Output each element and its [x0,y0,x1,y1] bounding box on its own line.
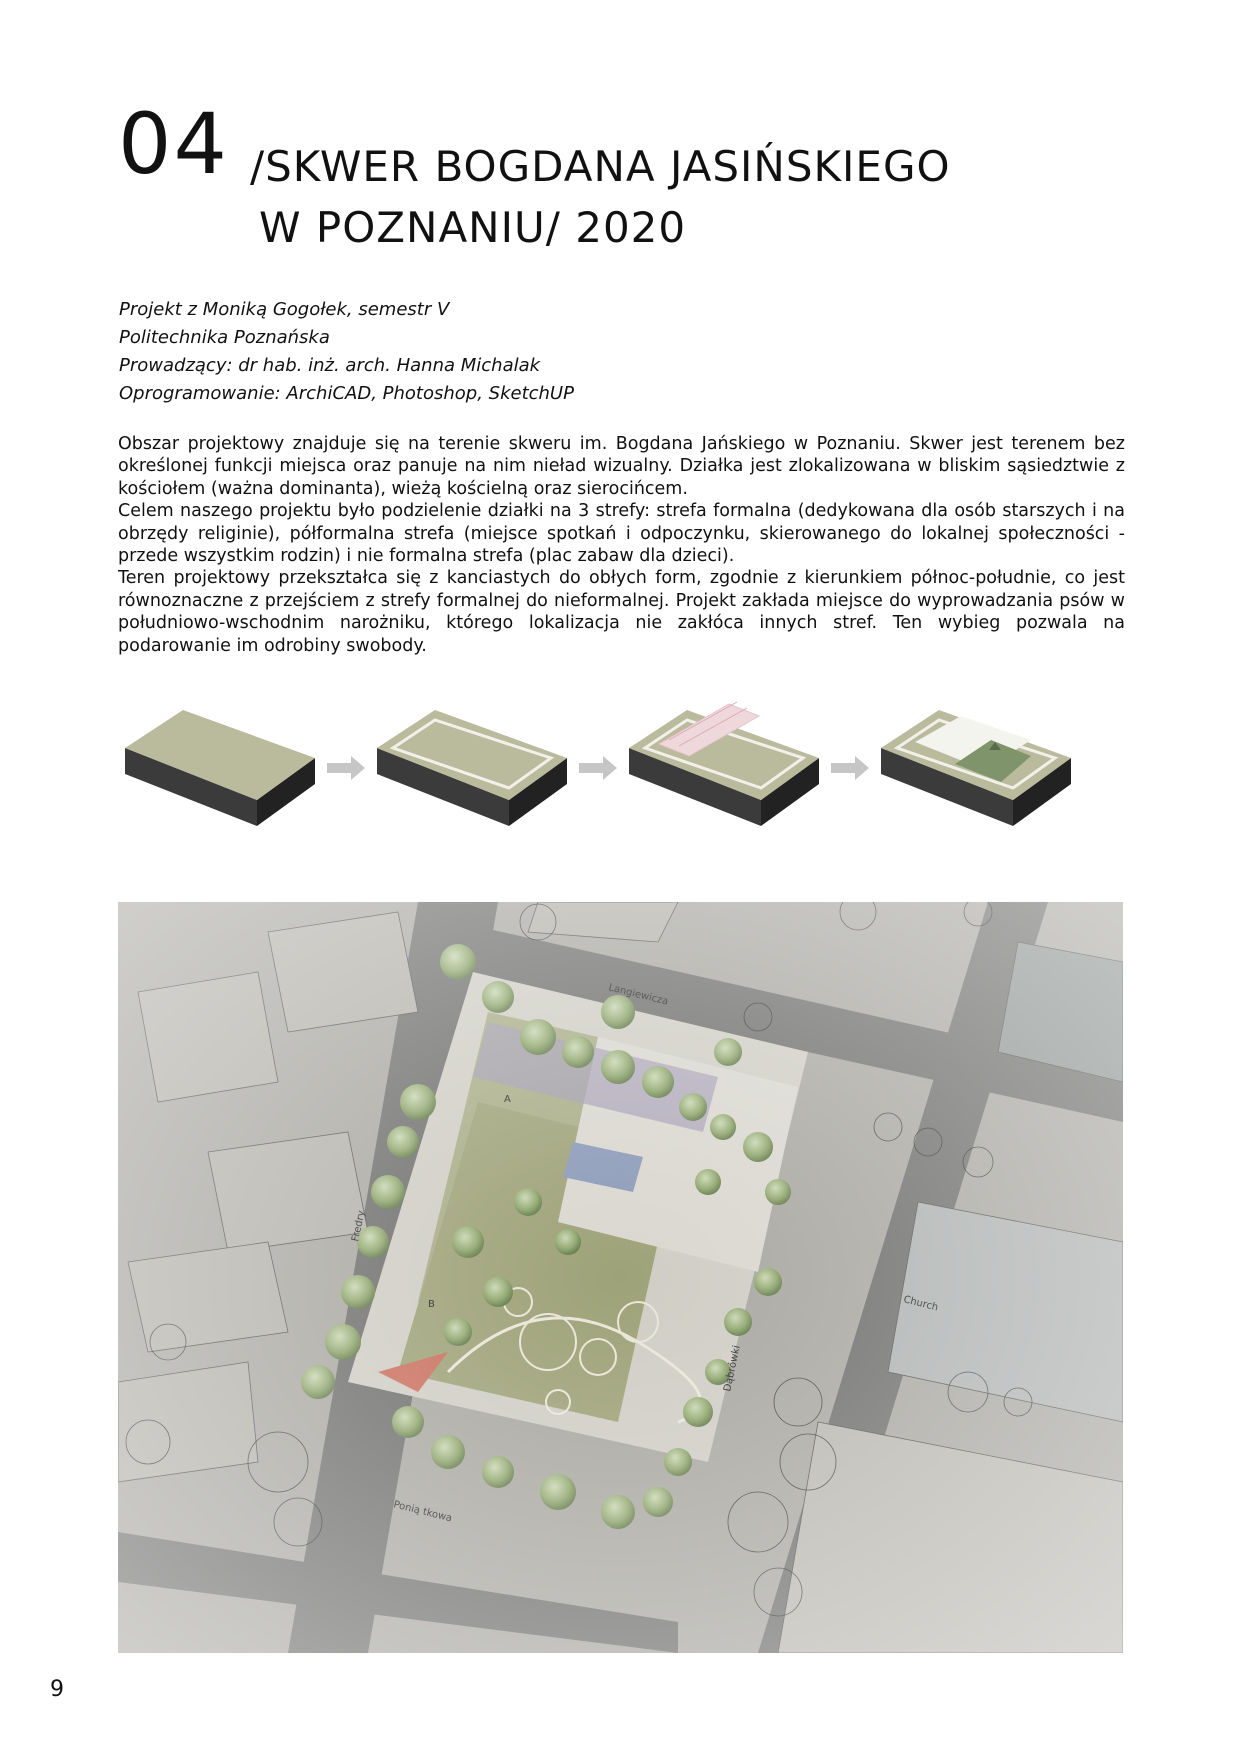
meta-line: Oprogramowanie: ArchiCAD, Photoshop, SketchUP [119,383,574,404]
meta-line: Projekt z Moniką Gogołek, semestr V [119,299,450,320]
concept-block-1 [125,710,315,826]
concept-diagrams [125,700,1085,850]
description-paragraph: Celem naszego projektu było podzielenie działki na 3 strefy: strefa formalna (dedykowana dla osób starszych i na obrzędy religinie), półformalna strefa (miejsce spotkań i odpoczynku, skierowanego do lokalnej społeczności - przede wszystkim rodzin) i nie formalna strefa (plac zabaw dla dzieci). [118,501,1125,567]
project-meta [119,296,574,408]
arrow-right-icon [579,756,617,780]
project-description [118,433,1125,657]
site-plan [118,902,1123,1653]
concept-block-2 [377,710,567,826]
concept-block-4 [881,710,1071,826]
arrow-right-icon [831,756,869,780]
concept-block-3 [629,702,819,826]
description-paragraph: Teren projektowy przekształca się z kanciastych do obłych form, zgodnie z kierunkiem północ-południe, co jest równoznaczne z przejściem z strefy formalnej do nieformalnej. Projekt zakłada miejsce do wyprowadzania psów w południowo-wschodnim narożniku, którego lokalizacja nie zakłóca innych stref. Ten wybieg pozwala na podarowanie im odrobiny swobody. [118,568,1125,656]
description-paragraph: Obszar projektowy znajduje się na terenie skweru im. Bogdana Jańskiego w Poznaniu. Skwer jest terenem bez określonej funkcji miejsca oraz panuje na nim nieład wizualny. Działka jest zlokalizowana w bliskim sąsiedztwie z kościołem (ważna dominanta), wieżą kościelną oraz sierocińcem. [118,434,1125,499]
meta-line: Politechnika Poznańska [119,327,330,348]
page-title-line-2: W POZNANIU/ 2020 [259,203,687,252]
page-title: /SKWER BOGDANA JASIŃSKIEGO [250,142,951,191]
arrow-right-icon [327,756,365,780]
page-number: 9 [50,1677,64,1702]
project-number: 04 [118,95,229,193]
meta-line: Prowadzący: dr hab. inż. arch. Hanna Michalak [119,355,541,376]
